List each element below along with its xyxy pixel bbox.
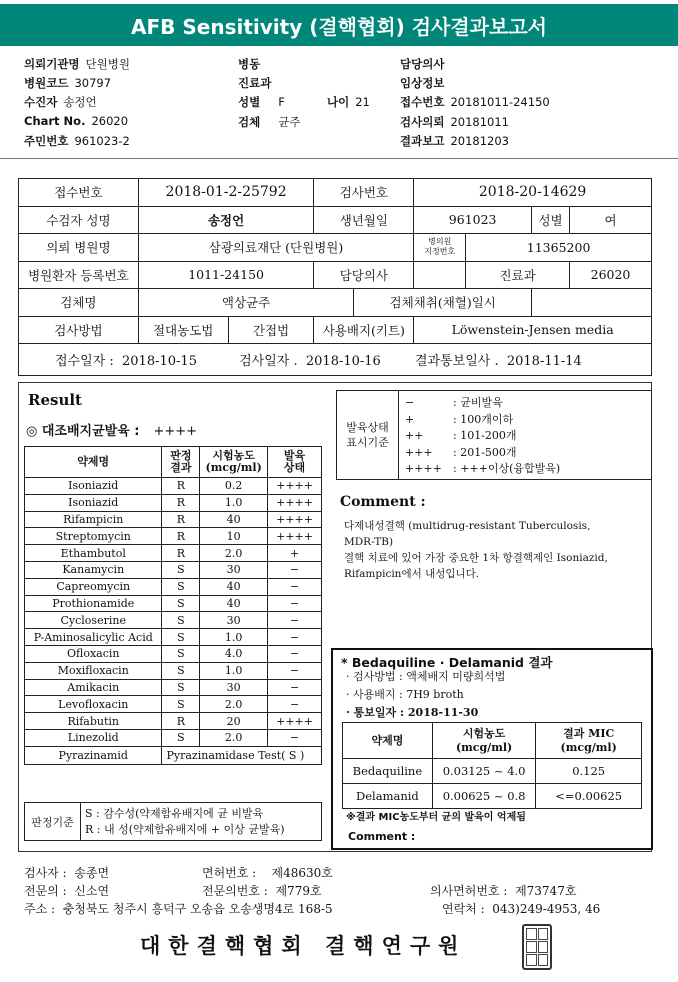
drug-name: Capreomycin xyxy=(25,578,162,595)
drug-name: Delamanid xyxy=(343,784,433,809)
col-drug: 약제명 xyxy=(25,447,162,478)
drug-name: Prothionamide xyxy=(25,595,162,612)
patient-value: 송정언 xyxy=(138,206,314,234)
drug-conc: 30 xyxy=(200,679,268,696)
medium-label: 사용배지(키트) xyxy=(314,316,414,344)
drug-growth: − xyxy=(268,612,322,629)
legend-item: + : 100개이하 xyxy=(405,412,514,426)
drug-growth: − xyxy=(268,696,322,713)
header-age: 나이 21 xyxy=(327,95,370,109)
bedaquiline-title: * Bedaquiline · Delamanid 결과 xyxy=(341,655,553,670)
contact: 연락처 : 043)249-4953, 46 xyxy=(442,902,601,916)
drug-conc: 4.0 xyxy=(200,645,268,662)
drug-conc: 40 xyxy=(200,595,268,612)
criteria-text: S : 감수성(약제함유배지에 균 비발육 R : 내 성(약제함유배지에 + 이상 균발육) xyxy=(81,803,322,841)
criteria-label: 판정기준 xyxy=(25,803,81,841)
table-row xyxy=(25,561,322,578)
table-row xyxy=(25,713,322,730)
header-field: 검체 균주 xyxy=(238,115,301,129)
drug-conc: 30 xyxy=(200,612,268,629)
table-row xyxy=(25,545,322,562)
code-label: 병의원 지정번호 xyxy=(414,234,466,262)
receipt-label: 접수번호 xyxy=(19,179,139,207)
receipt-value: 2018-01-2-25792 xyxy=(138,179,314,207)
hospital-value: 삼광의료재단 (단원병원) xyxy=(138,234,414,262)
col-conc: 시험농도 (mcg/ml) xyxy=(432,723,536,759)
comment-text: 다제내성결핵 (multidrug-resistant Tuberculosis, MDR-TB) 결핵 치료에 있어 가장 중요한 1차 항결핵제인 Isoniazid, Rifampicin에서 내성입니다. xyxy=(344,520,608,580)
header-field: 검사의뢰 20181011 xyxy=(400,115,509,129)
drug-growth: − xyxy=(268,561,322,578)
report-title: AFB Sensitivity (결핵협회) 검사결과보고서 xyxy=(0,4,678,46)
drug-name: Linezolid xyxy=(25,729,162,746)
table-row xyxy=(25,645,322,662)
drug-conc: 0.00625 ~ 0.8 xyxy=(432,784,536,809)
test-no-value: 2018-20-14629 xyxy=(414,179,652,207)
drug-result: R xyxy=(162,494,200,511)
criteria-table xyxy=(24,802,322,841)
drug-name: Ethambutol xyxy=(25,545,162,562)
header-field: 진료과 xyxy=(238,76,272,90)
specimen-value: 액상균주 xyxy=(138,289,354,317)
bedaquiline-info: · 검사방법 : 액체배지 미량희석법 · 사용배지 : 7H9 broth · 통보일자 : 2018-11-30 xyxy=(346,670,506,719)
col-conc: 시험농도 (mcg/ml) xyxy=(200,447,268,478)
table-row xyxy=(25,629,322,646)
drug-result: S xyxy=(162,595,200,612)
drug-result: R xyxy=(162,528,200,545)
drug-growth: − xyxy=(268,629,322,646)
table-row xyxy=(25,494,322,511)
table-row xyxy=(25,578,322,595)
drug-conc: 40 xyxy=(200,578,268,595)
drug-name: Streptomycin xyxy=(25,528,162,545)
dept-value: 26020 xyxy=(570,261,652,289)
header-field: 병동 xyxy=(238,57,261,71)
drug-result: R xyxy=(162,511,200,528)
specialist: 전문의 : 신소연 xyxy=(24,884,110,898)
header-field: 담당의사 xyxy=(400,57,445,71)
code-value: 11365200 xyxy=(466,234,652,262)
header-field: 주민번호 961023-2 xyxy=(24,134,130,148)
legend-item: ++++ : +++이상(융합발육) xyxy=(405,462,561,475)
table-row xyxy=(343,784,642,809)
drug-name: Isoniazid xyxy=(25,494,162,511)
regno-value: 1011-24150 xyxy=(138,261,314,289)
drug-table xyxy=(24,446,322,765)
header-field: 결과보고 20181203 xyxy=(400,134,509,148)
mic-comment: Comment : xyxy=(348,830,416,843)
comment-title: Comment : xyxy=(340,494,426,510)
drug-name: Cycloserine xyxy=(25,612,162,629)
legend-label: 발육상태 표시기준 xyxy=(337,391,399,479)
license: 면허번호 : 제48630호 xyxy=(202,866,333,880)
hospital-label: 의뢰 병원명 xyxy=(19,234,139,262)
legend-item: +++ : 201-500개 xyxy=(405,445,517,459)
growth-legend xyxy=(336,390,652,480)
drug-conc: 0.2 xyxy=(200,478,268,495)
table-row xyxy=(25,696,322,713)
table-row xyxy=(343,759,642,784)
drug-growth: − xyxy=(268,645,322,662)
drug-growth: − xyxy=(268,578,322,595)
drug-conc: 1.0 xyxy=(200,494,268,511)
sex-label: 성별 xyxy=(532,206,570,234)
table-row xyxy=(25,679,322,696)
col-mic: 결과 MIC (mcg/ml) xyxy=(536,723,642,759)
collect-value xyxy=(532,289,652,317)
drug-result: S xyxy=(162,729,200,746)
drug-conc: 2.0 xyxy=(200,545,268,562)
doctor-label: 담당의사 xyxy=(314,261,414,289)
drug-name: Isoniazid xyxy=(25,478,162,495)
drug-result: R xyxy=(162,713,200,730)
pyrazinamid-row xyxy=(25,746,322,764)
drug-name: Ofloxacin xyxy=(25,645,162,662)
mic-table xyxy=(342,722,642,809)
drug-name: Rifampicin xyxy=(25,511,162,528)
drug-mic: 0.125 xyxy=(536,759,642,784)
drug-conc: 40 xyxy=(200,511,268,528)
divider xyxy=(0,158,678,159)
header-field: 병원코드 30797 xyxy=(24,76,112,90)
test-no-label: 검사번호 xyxy=(314,179,414,207)
specimen-label: 검체명 xyxy=(19,289,139,317)
birth-label: 생년월일 xyxy=(314,206,414,234)
drug-conc: 20 xyxy=(200,713,268,730)
drug-conc: 1.0 xyxy=(200,629,268,646)
drug-name: P-Aminosalicylic Acid xyxy=(25,629,162,646)
drug-growth: ++++ xyxy=(268,713,322,730)
method-value2: 간접법 xyxy=(228,316,314,344)
drug-growth: − xyxy=(268,595,322,612)
table-row xyxy=(25,595,322,612)
drug-result: S xyxy=(162,662,200,679)
header-field: 수진자 송정언 xyxy=(24,95,97,109)
drug-growth: ++++ xyxy=(268,494,322,511)
table-row xyxy=(25,729,322,746)
drug-conc: 30 xyxy=(200,561,268,578)
drug-conc: 0.03125 ~ 4.0 xyxy=(432,759,536,784)
drug-name: Kanamycin xyxy=(25,561,162,578)
drug-growth: ++++ xyxy=(268,478,322,495)
doc-license: 의사면허번호 : 제73747호 xyxy=(430,884,577,898)
col-judge: 판정 결과 xyxy=(162,447,200,478)
info-table xyxy=(18,178,652,376)
mic-note: ※결과 MIC농도부터 균의 발육이 억제됨 xyxy=(346,812,526,823)
table-row xyxy=(25,612,322,629)
col-drug: 약제명 xyxy=(343,723,433,759)
sex-value: 여 xyxy=(570,206,652,234)
col-growth: 발육 상태 xyxy=(268,447,322,478)
drug-result: S xyxy=(162,696,200,713)
spec-license: 전문의번호 : 제779호 xyxy=(202,884,322,898)
medium-value: Löwenstein-Jensen media xyxy=(414,316,652,344)
drug-name: Amikacin xyxy=(25,679,162,696)
result-title: Result xyxy=(28,391,82,409)
drug-growth: ++++ xyxy=(268,511,322,528)
table-row xyxy=(25,528,322,545)
drug-result: S xyxy=(162,645,200,662)
tester: 검사자 : 송종면 xyxy=(24,866,110,880)
doctor-value xyxy=(414,261,466,289)
drug-result: S xyxy=(162,629,200,646)
drug-name: Rifabutin xyxy=(25,713,162,730)
table-row xyxy=(25,662,322,679)
header-field: Chart No. 26020 xyxy=(24,114,129,128)
legend-item: ++ : 101-200개 xyxy=(405,429,517,442)
dept-label: 진료과 xyxy=(466,261,570,289)
table-row xyxy=(25,511,322,528)
regno-label: 병원환자 등록번호 xyxy=(19,261,139,289)
header-field: 임상정보 xyxy=(400,76,445,90)
header-field: 성별 F xyxy=(238,95,285,109)
drug-conc: 2.0 xyxy=(200,696,268,713)
drug-conc: 2.0 xyxy=(200,729,268,746)
report-header xyxy=(0,54,678,150)
drug-growth: − xyxy=(268,729,322,746)
drug-name: Pyrazinamid xyxy=(25,746,162,764)
drug-name: Moxifloxacin xyxy=(25,662,162,679)
drug-result: S xyxy=(162,679,200,696)
method-label: 검사방법 xyxy=(19,316,139,344)
birth-value: 961023 xyxy=(414,206,532,234)
drug-growth: − xyxy=(268,662,322,679)
header-field: 의뢰기관명 단원병원 xyxy=(24,57,130,71)
drug-result: R xyxy=(162,545,200,562)
organization-name: 대한결핵협회 결핵연구원 xyxy=(140,933,467,958)
address: 주소 : 충청북도 청주시 흥덕구 오송읍 오송생명4로 168-5 xyxy=(24,902,333,916)
control-growth: ◎ 대조배지균발육 : ++++ xyxy=(26,424,198,439)
drug-growth: − xyxy=(268,679,322,696)
drug-conc: 1.0 xyxy=(200,662,268,679)
seal-icon xyxy=(522,924,552,970)
drug-result: S xyxy=(162,612,200,629)
drug-name: Levofloxacin xyxy=(25,696,162,713)
method-value1: 절대농도법 xyxy=(138,316,228,344)
drug-conc: 10 xyxy=(200,528,268,545)
header-field: 접수번호 20181011-24150 xyxy=(400,95,550,109)
collect-label: 검체채취(채혈)일시 xyxy=(354,289,532,317)
drug-growth: ++++ xyxy=(268,528,322,545)
table-row xyxy=(25,478,322,495)
patient-label: 수검자 성명 xyxy=(19,206,139,234)
drug-name: Bedaquiline xyxy=(343,759,433,784)
pyrazinamid-test: Pyrazinamidase Test( S ) xyxy=(162,746,322,764)
dates-row: 접수일자 : 2018-10-15 검사일자 . 2018-10-16 결과통보일사 . 2018-11-14 xyxy=(19,344,652,376)
drug-result: R xyxy=(162,478,200,495)
legend-items xyxy=(405,395,560,478)
drug-result: S xyxy=(162,578,200,595)
legend-item: − : 균비발육 xyxy=(405,396,503,409)
drug-result: S xyxy=(162,561,200,578)
drug-mic: <=0.00625 xyxy=(536,784,642,809)
drug-growth: + xyxy=(268,545,322,562)
